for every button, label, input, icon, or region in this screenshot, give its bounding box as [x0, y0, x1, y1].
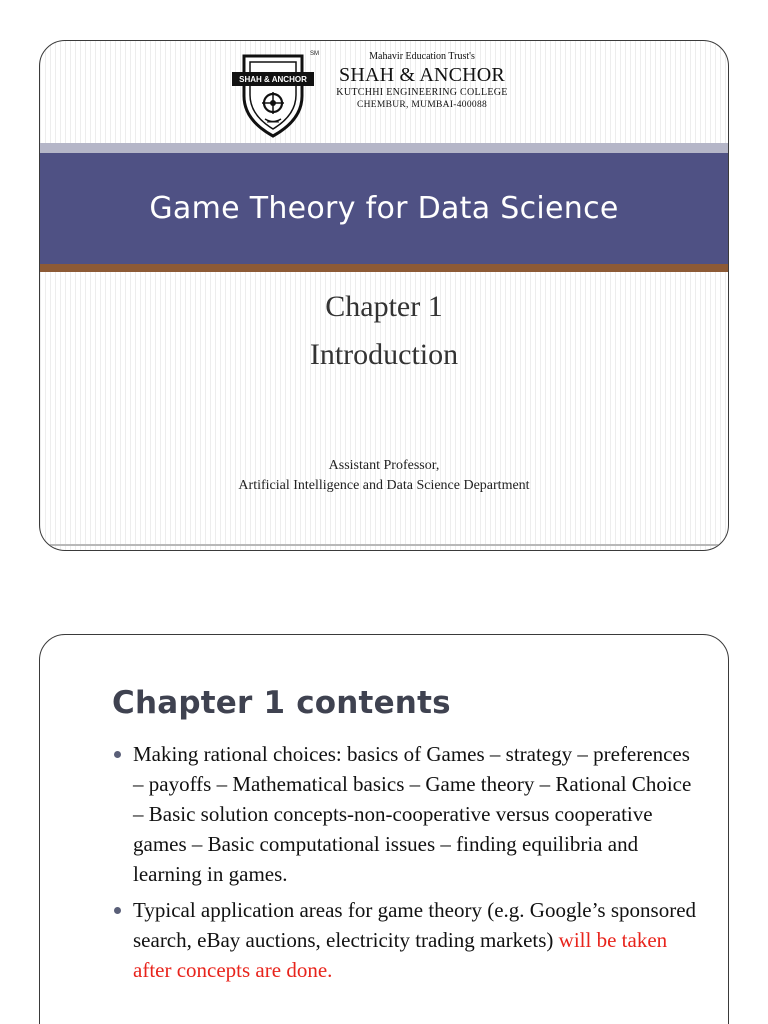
bullet-dot-icon — [114, 907, 121, 914]
trust-name: Mahavir Education Trust's — [369, 51, 475, 62]
author-department: Artificial Intelligence and Data Science Department — [238, 478, 530, 493]
subtitle-block — [40, 283, 728, 379]
chapter-label: Chapter 1 — [325, 290, 443, 323]
author-role: Assistant Professor, — [328, 458, 440, 473]
college-name: KUTCHHI ENGINEERING COLLEGE — [336, 87, 508, 98]
contents-slide — [39, 634, 729, 1024]
bullet-text: Typical application areas for game theory (e.g. Google’s sponsored search, eBay auctions, electricity trading markets) — [133, 898, 697, 952]
list-item — [112, 739, 702, 889]
slide-title: Game Theory for Data Science — [149, 191, 619, 226]
bullet-text: Making rational choices: basics of Games – strategy – preferences – payoffs – Mathematical basics – Game theory – Rational Choice – Basic solution concepts-non-cooperative versus cooperative games – Basic computational issues – finding equilibria and learning in games. — [133, 742, 692, 886]
college-address: CHEMBUR, MUMBAI-400088 — [356, 100, 488, 110]
slide-footer-rule — [40, 544, 728, 546]
shield-anchor-emblem-icon — [230, 48, 316, 140]
title-top-band — [40, 143, 728, 153]
college-name-block — [322, 51, 522, 111]
title-slide — [39, 40, 729, 551]
brand-name: SHAH & ANCHOR — [339, 64, 505, 86]
bullet-highlight-text: will be taken after concepts are done. — [133, 928, 668, 982]
logo-banner-text: SHAH & ANCHOR — [239, 75, 307, 84]
service-mark: SM — [310, 51, 319, 57]
list-item — [112, 895, 702, 985]
chapter-topic: Introduction — [309, 338, 459, 371]
contents-bullet-list — [112, 739, 702, 991]
author-block — [40, 456, 728, 496]
title-bottom-band — [40, 264, 728, 272]
contents-heading: Chapter 1 contents — [112, 685, 451, 721]
title-band — [40, 153, 728, 264]
college-header — [40, 41, 728, 143]
bullet-dot-icon — [114, 751, 121, 758]
